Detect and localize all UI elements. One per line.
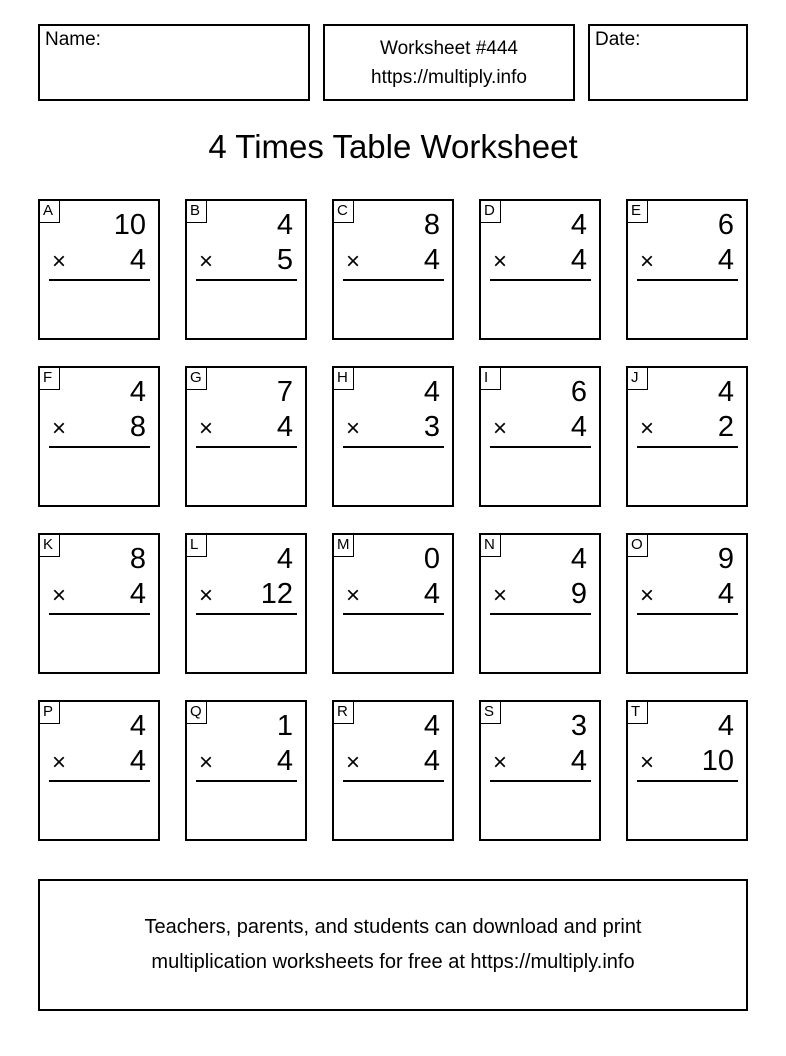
times-sign: × — [493, 749, 508, 776]
multiplicand: 7 — [276, 376, 293, 408]
times-sign: × — [346, 582, 361, 609]
problem-letter: S — [481, 702, 501, 724]
problem-letter: G — [187, 368, 207, 390]
problem-card — [38, 366, 160, 507]
multiplier: 4 — [129, 745, 146, 777]
multiplier: 4 — [276, 411, 293, 443]
answer-line — [490, 780, 591, 782]
answer-line — [343, 780, 444, 782]
multiplier: 8 — [129, 411, 146, 443]
answer-line — [196, 780, 297, 782]
multiplicand: 4 — [717, 376, 734, 408]
date-box — [588, 24, 748, 101]
problem-card — [185, 533, 307, 674]
footer-line-2: multiplication worksheets for free at https://multiply.info — [151, 951, 635, 973]
problem-card — [38, 533, 160, 674]
problem-card — [626, 700, 748, 841]
problem-letter: M — [334, 535, 354, 557]
problem-card — [38, 199, 160, 340]
answer-line — [637, 446, 738, 448]
name-box — [38, 24, 310, 101]
multiplicand: 9 — [717, 543, 734, 575]
answer-line — [637, 780, 738, 782]
problem-letter: P — [40, 702, 60, 724]
problem-letter: H — [334, 368, 354, 390]
multiplicand: 4 — [129, 376, 146, 408]
name-label: Name: — [45, 29, 101, 50]
times-sign: × — [199, 415, 214, 442]
problem-letter: Q — [187, 702, 207, 724]
multiplicand: 10 — [113, 209, 146, 241]
problem-card — [332, 700, 454, 841]
worksheet-info-box — [323, 24, 575, 101]
footer-box — [38, 879, 748, 1011]
multiplier: 3 — [423, 411, 440, 443]
problem-letter: K — [40, 535, 60, 557]
times-sign: × — [640, 248, 655, 275]
multiplicand: 6 — [717, 209, 734, 241]
problem-letter: A — [40, 201, 60, 223]
answer-line — [196, 446, 297, 448]
multiplier: 4 — [717, 578, 734, 610]
problem-letter: R — [334, 702, 354, 724]
problem-card — [185, 700, 307, 841]
problem-card — [332, 366, 454, 507]
problem-letter: L — [187, 535, 207, 557]
answer-line — [637, 279, 738, 281]
multiplicand: 4 — [276, 543, 293, 575]
multiplier: 4 — [570, 745, 587, 777]
multiplier: 4 — [717, 244, 734, 276]
multiplier: 5 — [276, 244, 293, 276]
date-label: Date: — [595, 29, 641, 50]
problem-letter: J — [628, 368, 648, 390]
problem-card — [479, 700, 601, 841]
answer-line — [49, 780, 150, 782]
multiplicand: 0 — [423, 543, 440, 575]
multiplier: 4 — [570, 411, 587, 443]
answer-line — [49, 613, 150, 615]
times-sign: × — [52, 582, 67, 609]
multiplicand: 4 — [423, 710, 440, 742]
problem-letter: I — [481, 368, 501, 390]
multiplicand: 8 — [423, 209, 440, 241]
problem-letter: E — [628, 201, 648, 223]
times-sign: × — [640, 749, 655, 776]
multiplier: 4 — [276, 745, 293, 777]
problem-card — [332, 533, 454, 674]
answer-line — [49, 446, 150, 448]
answer-line — [343, 446, 444, 448]
problem-card — [626, 199, 748, 340]
times-sign: × — [52, 415, 67, 442]
times-sign: × — [493, 415, 508, 442]
footer-text — [145, 910, 642, 980]
answer-line — [490, 613, 591, 615]
times-sign: × — [199, 248, 214, 275]
multiplicand: 4 — [717, 710, 734, 742]
times-sign: × — [199, 582, 214, 609]
worksheet-url: https://multiply.info — [371, 66, 527, 88]
times-sign: × — [346, 749, 361, 776]
multiplier: 12 — [260, 578, 293, 610]
answer-line — [343, 279, 444, 281]
times-sign: × — [346, 415, 361, 442]
answer-line — [343, 613, 444, 615]
problem-card — [626, 366, 748, 507]
times-sign: × — [640, 415, 655, 442]
answer-line — [490, 446, 591, 448]
multiplier: 10 — [701, 745, 734, 777]
problem-letter: T — [628, 702, 648, 724]
problem-card — [479, 199, 601, 340]
problem-letter: C — [334, 201, 354, 223]
multiplier: 4 — [423, 578, 440, 610]
multiplier: 4 — [129, 578, 146, 610]
times-sign: × — [52, 749, 67, 776]
answer-line — [490, 279, 591, 281]
multiplicand: 3 — [570, 710, 587, 742]
multiplier: 4 — [423, 745, 440, 777]
worksheet-title: 4 Times Table Worksheet — [208, 128, 578, 165]
times-sign: × — [640, 582, 655, 609]
answer-line — [637, 613, 738, 615]
times-sign: × — [493, 582, 508, 609]
multiplicand: 4 — [570, 543, 587, 575]
times-sign: × — [52, 248, 67, 275]
problem-letter: N — [481, 535, 501, 557]
multiplier: 9 — [570, 578, 587, 610]
answer-line — [49, 279, 150, 281]
problem-letter: O — [628, 535, 648, 557]
problem-card — [626, 533, 748, 674]
multiplier: 4 — [423, 244, 440, 276]
multiplier: 2 — [717, 411, 734, 443]
footer-line-1: Teachers, parents, and students can download and print — [144, 916, 642, 938]
problem-letter: D — [481, 201, 501, 223]
problem-card — [479, 366, 601, 507]
problem-letter: F — [40, 368, 60, 390]
answer-line — [196, 279, 297, 281]
multiplicand: 4 — [423, 376, 440, 408]
problem-card — [479, 533, 601, 674]
problem-letter: B — [187, 201, 207, 223]
multiplicand: 4 — [129, 710, 146, 742]
problem-card — [185, 366, 307, 507]
problem-card — [38, 700, 160, 841]
answer-line — [196, 613, 297, 615]
problem-card — [185, 199, 307, 340]
times-sign: × — [199, 749, 214, 776]
multiplier: 4 — [129, 244, 146, 276]
times-sign: × — [493, 248, 508, 275]
problem-card — [332, 199, 454, 340]
worksheet-number: Worksheet #444 — [379, 37, 518, 59]
multiplicand: 8 — [129, 543, 146, 575]
multiplicand: 1 — [276, 710, 293, 742]
times-sign: × — [346, 248, 361, 275]
multiplicand: 6 — [570, 376, 587, 408]
multiplicand: 4 — [570, 209, 587, 241]
multiplicand: 4 — [276, 209, 293, 241]
multiplier: 4 — [570, 244, 587, 276]
